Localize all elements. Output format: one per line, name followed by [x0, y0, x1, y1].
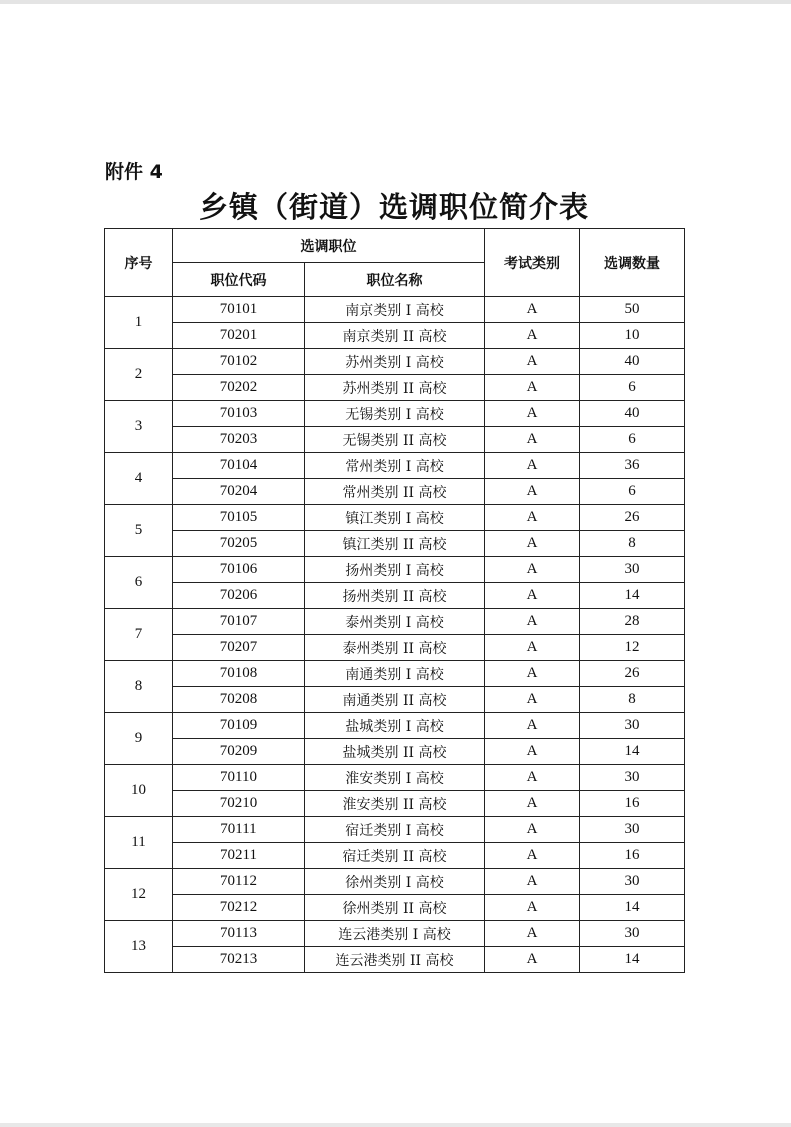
table-row — [105, 453, 685, 479]
table-row — [105, 661, 685, 687]
cell-position-name: 徐州类别 II 高校 — [305, 895, 485, 921]
cell-position-name: 淮安类别 II 高校 — [305, 791, 485, 817]
cell-exam-category: A — [485, 739, 580, 765]
table-row — [105, 609, 685, 635]
cell-exam-category: A — [485, 349, 580, 375]
cell-exam-category: A — [485, 765, 580, 791]
cell-position-name: 南通类别 II 高校 — [305, 687, 485, 713]
cell-position-name: 苏州类别 I 高校 — [305, 349, 485, 375]
top-edge-divider — [0, 0, 791, 4]
cell-quota: 30 — [580, 557, 685, 583]
cell-quota: 50 — [580, 297, 685, 323]
cell-position-code: 70202 — [173, 375, 305, 401]
table-row — [105, 557, 685, 583]
cell-position-name: 扬州类别 II 高校 — [305, 583, 485, 609]
cell-quota: 14 — [580, 739, 685, 765]
cell-quota: 10 — [580, 323, 685, 349]
cell-quota: 30 — [580, 713, 685, 739]
header-position-name: 职位名称 — [305, 263, 485, 297]
cell-position-code: 70208 — [173, 687, 305, 713]
cell-position-name: 扬州类别 I 高校 — [305, 557, 485, 583]
table-row — [105, 505, 685, 531]
table-row — [105, 921, 685, 947]
cell-position-code: 70213 — [173, 947, 305, 973]
cell-position-name: 常州类别 I 高校 — [305, 453, 485, 479]
cell-exam-category: A — [485, 791, 580, 817]
table-row — [105, 739, 685, 765]
cell-position-name: 泰州类别 II 高校 — [305, 635, 485, 661]
table-row — [105, 687, 685, 713]
cell-position-name: 泰州类别 I 高校 — [305, 609, 485, 635]
cell-position-code: 70205 — [173, 531, 305, 557]
cell-exam-category: A — [485, 609, 580, 635]
cell-position-code: 70204 — [173, 479, 305, 505]
cell-seq: 6 — [105, 557, 173, 609]
cell-position-code: 70212 — [173, 895, 305, 921]
cell-position-name: 南通类别 I 高校 — [305, 661, 485, 687]
table-row — [105, 375, 685, 401]
table-row — [105, 791, 685, 817]
cell-position-code: 70206 — [173, 583, 305, 609]
attachment-label: 附件 4 — [105, 161, 163, 183]
cell-exam-category: A — [485, 635, 580, 661]
cell-exam-category: A — [485, 687, 580, 713]
table-body — [105, 297, 685, 973]
cell-quota: 6 — [580, 375, 685, 401]
cell-position-code: 70210 — [173, 791, 305, 817]
cell-quota: 28 — [580, 609, 685, 635]
cell-exam-category: A — [485, 479, 580, 505]
cell-seq: 8 — [105, 661, 173, 713]
cell-seq: 13 — [105, 921, 173, 973]
cell-exam-category: A — [485, 531, 580, 557]
cell-exam-category: A — [485, 713, 580, 739]
table-row — [105, 401, 685, 427]
cell-seq: 5 — [105, 505, 173, 557]
cell-position-code: 70102 — [173, 349, 305, 375]
cell-exam-category: A — [485, 583, 580, 609]
cell-position-code: 70101 — [173, 297, 305, 323]
cell-position-code: 70108 — [173, 661, 305, 687]
table-row — [105, 843, 685, 869]
cell-seq: 12 — [105, 869, 173, 921]
cell-position-code: 70203 — [173, 427, 305, 453]
cell-position-name: 连云港类别 II 高校 — [305, 947, 485, 973]
cell-exam-category: A — [485, 401, 580, 427]
table-row — [105, 869, 685, 895]
cell-quota: 40 — [580, 349, 685, 375]
cell-seq: 11 — [105, 817, 173, 869]
table-row — [105, 583, 685, 609]
table-row — [105, 713, 685, 739]
cell-quota: 8 — [580, 687, 685, 713]
cell-position-name: 宿迁类别 I 高校 — [305, 817, 485, 843]
cell-exam-category: A — [485, 427, 580, 453]
page-title: 乡镇（街道）选调职位简介表 — [198, 190, 589, 224]
table-row — [105, 817, 685, 843]
table-row — [105, 895, 685, 921]
cell-quota: 14 — [580, 895, 685, 921]
cell-exam-category: A — [485, 895, 580, 921]
cell-exam-category: A — [485, 323, 580, 349]
cell-seq: 3 — [105, 401, 173, 453]
cell-exam-category: A — [485, 375, 580, 401]
cell-quota: 6 — [580, 427, 685, 453]
cell-exam-category: A — [485, 557, 580, 583]
cell-position-name: 宿迁类别 II 高校 — [305, 843, 485, 869]
cell-seq: 10 — [105, 765, 173, 817]
cell-position-code: 70112 — [173, 869, 305, 895]
cell-quota: 40 — [580, 401, 685, 427]
cell-quota: 16 — [580, 791, 685, 817]
cell-quota: 6 — [580, 479, 685, 505]
cell-position-code: 70103 — [173, 401, 305, 427]
cell-seq: 2 — [105, 349, 173, 401]
cell-exam-category: A — [485, 947, 580, 973]
cell-position-name: 连云港类别 I 高校 — [305, 921, 485, 947]
cell-quota: 26 — [580, 661, 685, 687]
position-table — [104, 228, 685, 973]
cell-seq: 9 — [105, 713, 173, 765]
cell-position-code: 70104 — [173, 453, 305, 479]
cell-quota: 30 — [580, 817, 685, 843]
cell-position-code: 70113 — [173, 921, 305, 947]
table-row — [105, 323, 685, 349]
cell-quota: 36 — [580, 453, 685, 479]
cell-exam-category: A — [485, 505, 580, 531]
cell-position-code: 70211 — [173, 843, 305, 869]
cell-quota: 8 — [580, 531, 685, 557]
cell-position-code: 70207 — [173, 635, 305, 661]
cell-quota: 12 — [580, 635, 685, 661]
cell-exam-category: A — [485, 297, 580, 323]
cell-position-name: 苏州类别 II 高校 — [305, 375, 485, 401]
cell-quota: 14 — [580, 583, 685, 609]
bottom-edge-divider — [0, 1123, 791, 1127]
cell-exam-category: A — [485, 843, 580, 869]
cell-position-name: 盐城类别 I 高校 — [305, 713, 485, 739]
cell-seq: 7 — [105, 609, 173, 661]
cell-position-code: 70106 — [173, 557, 305, 583]
header-exam-category: 考试类别 — [485, 229, 580, 297]
cell-position-code: 70105 — [173, 505, 305, 531]
header-position-code: 职位代码 — [173, 263, 305, 297]
cell-position-name: 南京类别 II 高校 — [305, 323, 485, 349]
header-position-group: 选调职位 — [173, 229, 485, 263]
cell-position-code: 70110 — [173, 765, 305, 791]
table-row — [105, 479, 685, 505]
cell-quota: 14 — [580, 947, 685, 973]
cell-seq: 4 — [105, 453, 173, 505]
table-row — [105, 765, 685, 791]
table-row — [105, 531, 685, 557]
cell-position-name: 镇江类别 II 高校 — [305, 531, 485, 557]
cell-quota: 30 — [580, 921, 685, 947]
cell-position-code: 70209 — [173, 739, 305, 765]
cell-exam-category: A — [485, 661, 580, 687]
cell-position-code: 70107 — [173, 609, 305, 635]
cell-quota: 26 — [580, 505, 685, 531]
table-row — [105, 635, 685, 661]
cell-exam-category: A — [485, 869, 580, 895]
cell-position-name: 南京类别 I 高校 — [305, 297, 485, 323]
cell-position-code: 70201 — [173, 323, 305, 349]
cell-quota: 30 — [580, 765, 685, 791]
cell-position-name: 无锡类别 II 高校 — [305, 427, 485, 453]
cell-position-name: 淮安类别 I 高校 — [305, 765, 485, 791]
cell-position-code: 70111 — [173, 817, 305, 843]
cell-position-name: 盐城类别 II 高校 — [305, 739, 485, 765]
header-seq: 序号 — [105, 229, 173, 297]
cell-position-name: 镇江类别 I 高校 — [305, 505, 485, 531]
cell-exam-category: A — [485, 453, 580, 479]
header-quota: 选调数量 — [580, 229, 685, 297]
table-row — [105, 947, 685, 973]
cell-quota: 16 — [580, 843, 685, 869]
cell-position-name: 无锡类别 I 高校 — [305, 401, 485, 427]
cell-position-name: 徐州类别 I 高校 — [305, 869, 485, 895]
cell-quota: 30 — [580, 869, 685, 895]
cell-exam-category: A — [485, 817, 580, 843]
cell-exam-category: A — [485, 921, 580, 947]
table-row — [105, 427, 685, 453]
table-row — [105, 349, 685, 375]
table-row — [105, 297, 685, 323]
cell-seq: 1 — [105, 297, 173, 349]
cell-position-name: 常州类别 II 高校 — [305, 479, 485, 505]
cell-position-code: 70109 — [173, 713, 305, 739]
